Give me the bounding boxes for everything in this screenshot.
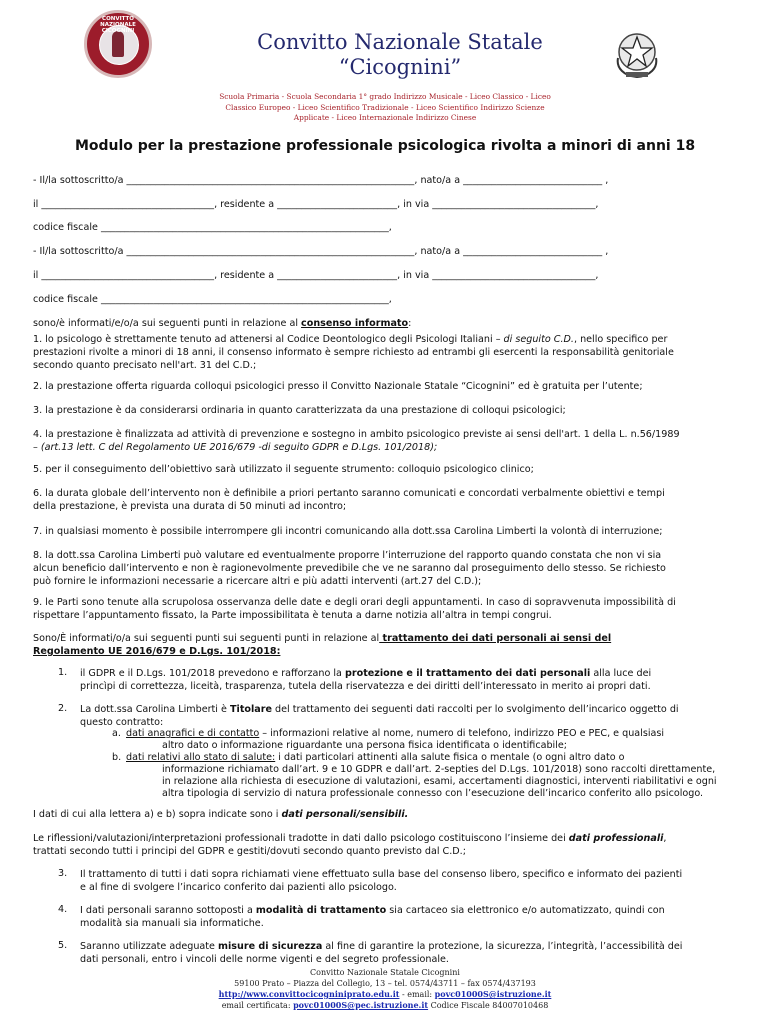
personal-data-note bbox=[33, 808, 739, 821]
footer-website-link[interactable]: http://www.convittocicogniniprato.edu.it bbox=[218, 989, 400, 999]
gdpr-2-bold: Titolare bbox=[229, 704, 272, 715]
item-6-line2: della prestazione, è prevista una durata di 50 minuti ad incontro; bbox=[33, 501, 347, 512]
gdpr-1-post: alla luce dei bbox=[590, 668, 652, 679]
item-1-line2: prestazioni rivolte a minori di 18 anni, il consenso informato è sempre richiesto ad entrambi gli esercenti la responsabilità genitoriale bbox=[33, 347, 674, 358]
gdpr-3-line2: e al fine di svolgere l’incarico conferito dai pazienti allo psicologo. bbox=[80, 882, 397, 893]
sub-b-line2: informazione richiamato dall’art. 9 e 10 GDPR e dall’art. 2-septies del D.Lgs. 101/2018) sono raccolti direttamente, bbox=[162, 764, 716, 775]
page-footer bbox=[150, 967, 620, 1011]
gdpr-number-3: 3. bbox=[58, 868, 68, 879]
field-row-3[interactable]: codice fiscale ____________________________________________________________, bbox=[33, 222, 392, 233]
footer-address: 59100 Prato – Piazza del Collegio, 13 – tel. 0574/43711 – fax 0574/437193 bbox=[234, 979, 536, 988]
gdpr-intro-text: Sono/È informati/o/a sui seguenti punti sui seguenti punti in relazione al bbox=[33, 633, 380, 644]
item-8-line3: può fornire le informazioni necessarie a ricercare altri e più adatti interventi (art.27 del C.D.); bbox=[33, 576, 482, 587]
item-4-line1: 4. la prestazione è finalizzata ad attività di prevenzione e sostegno in ambito psicologico previste ai sensi dell'art. 1 della L. n.56/1989 bbox=[33, 429, 680, 440]
item-8 bbox=[33, 549, 739, 588]
logo-figure bbox=[112, 31, 124, 57]
gdpr-3-line1: Il trattamento di tutti i dati sopra richiamati viene effettuato sulla base del consenso libero, specifico e informato dei pazienti bbox=[80, 869, 683, 880]
item-9 bbox=[33, 596, 739, 622]
sub-b-text: i dati particolari attinenti alla salute fisica o mentale (o ogni altro dato o bbox=[275, 752, 625, 763]
item-1-line3: secondo quanto precisato nell'art. 31 del C.D.; bbox=[33, 360, 257, 371]
professional-data-bold: dati professionali bbox=[568, 833, 664, 844]
item-6-line1: 6. la durata globale dell’intervento non è definibile a priori pertanto saranno comunicati e concordati verbalmente obiettivi e tempi bbox=[33, 488, 665, 499]
field-row-4[interactable]: - Il/la sottoscritto/a ____________________________________________________________, nato/a a _____________________________ , bbox=[33, 246, 609, 257]
gdpr-4-text: I dati personali saranno sottoposti a bbox=[80, 905, 256, 916]
item-3: 3. la prestazione è da considerarsi ordinaria in quanto caratterizzata da una prestazione di colloqui psicologici; bbox=[33, 405, 566, 416]
sub-item-a bbox=[126, 728, 746, 752]
gdpr-number-5: 5. bbox=[58, 940, 68, 951]
school-name-line2: “Cicognini” bbox=[338, 55, 462, 79]
gdpr-number-1: 1. bbox=[58, 667, 68, 678]
consent-intro-text: sono/è informati/e/o/a sui seguenti punti in relazione al bbox=[33, 318, 302, 329]
gdpr-5-bold: misure di sicurezza bbox=[218, 941, 323, 952]
logo-text: CONVITTO NAZIONALE CICOGNINI bbox=[100, 16, 136, 34]
gdpr-5-line2: dati personali, entro i vincoli delle norme vigenti e del segreto professionale. bbox=[80, 954, 449, 965]
item-8-line1: 8. la dott.ssa Carolina Limberti può valutare ed eventualmente proporre l’interruzione del rapporto quando constata che non vi sia bbox=[33, 550, 662, 561]
school-types-line1: Scuola Primaria - Scuola Secondaria 1° grado Indirizzo Musicale - Liceo Classico - Liceo bbox=[219, 92, 551, 101]
item-9-line1: 9. le Parti sono tenute alla scrupolosa osservanza delle date e degli orari degli appuntamenti. In caso di sopravvenuta impossibilità di bbox=[33, 597, 676, 608]
footer-line1: Convitto Nazionale Statale Cicognini bbox=[310, 968, 460, 977]
field-row-5[interactable]: il ____________________________________, residente a _________________________, in via __________________________________, bbox=[33, 270, 599, 281]
item-1 bbox=[33, 333, 739, 372]
sub-b-underlined: dati relativi allo stato di salute: bbox=[126, 752, 276, 763]
school-types bbox=[215, 92, 555, 124]
field-row-1[interactable]: - Il/la sottoscritto/a ____________________________________________________________, nato/a a _____________________________ , bbox=[33, 175, 609, 186]
gdpr-item-4 bbox=[80, 904, 740, 930]
gdpr-intro bbox=[33, 632, 739, 658]
item-4 bbox=[33, 428, 739, 454]
sub-label-a: a. bbox=[112, 728, 121, 739]
gdpr-number-4: 4. bbox=[58, 904, 68, 915]
school-name-line1: Convitto Nazionale Statale bbox=[257, 30, 543, 54]
gdpr-4-line2: modalità sia manuali sia informatiche. bbox=[80, 918, 264, 929]
item-4-line2: – (art.13 lett. C del Regolamento UE 2016/679 -di seguito GDPR e D.Lgs. 101/2018); bbox=[33, 442, 438, 453]
item-6 bbox=[33, 487, 739, 513]
school-logo bbox=[84, 10, 152, 78]
personal-data-note-bold: dati personali/sensibili. bbox=[281, 809, 409, 820]
field-row-2[interactable]: il ____________________________________, residente a _________________________, in via __________________________________, bbox=[33, 199, 599, 210]
sub-b-line4: altra tipologia di servizio di natura professionale connesso con l’esecuzione dell’incarico conferito allo psicologo. bbox=[162, 788, 704, 799]
school-types-line2: Classico Europeo - Liceo Scientifico Tradizionale - Liceo Scientifico Indirizzo Scienze bbox=[225, 102, 545, 112]
gdpr-4-bold: modalità di trattamento bbox=[255, 905, 387, 916]
gdpr-1-line2: princìpi di correttezza, liceità, trasparenza, tutela della riservatezza e dei diritti dell’interessato in merito ai propri dati. bbox=[80, 681, 651, 692]
gdpr-item-2 bbox=[80, 703, 740, 729]
field-row-6[interactable]: codice fiscale ____________________________________________________________, bbox=[33, 294, 392, 305]
gdpr-1-text: il GDPR e il D.Lgs. 101/2018 prevedono e rafforzano la bbox=[80, 668, 345, 679]
sub-item-b bbox=[126, 752, 746, 800]
footer-email-label: - email: bbox=[399, 990, 435, 999]
gdpr-2-line2: questo contratto: bbox=[80, 717, 164, 728]
gdpr-item-5 bbox=[80, 940, 740, 966]
footer-email-link[interactable]: povc01000S@istruzione.it bbox=[434, 989, 552, 999]
sub-label-b: b. bbox=[112, 752, 122, 763]
gdpr-2-text: La dott.ssa Carolina Limberti è bbox=[80, 704, 230, 715]
gdpr-4-post: sia cartaceo sia elettronico e/o automatizzato, quindi con bbox=[386, 905, 665, 916]
gdpr-5-post: al fine di garantire la protezione, la sicurezza, l’integrità, l’accessibilità dei bbox=[322, 941, 683, 952]
consent-intro-bold: consenso informato bbox=[301, 318, 409, 329]
sub-b-line3: in relazione alla richiesta di esecuzione di valutazioni, esami, accertamenti diagnostici, interventi riabilitativi e ogni bbox=[162, 776, 717, 787]
school-types-line3: Applicate - Liceo Internazionale Indirizzo Cinese bbox=[293, 113, 477, 122]
gdpr-item-3 bbox=[80, 868, 740, 894]
gdpr-number-2: 2. bbox=[58, 703, 68, 714]
item-1-text-c: , nello specifico per bbox=[573, 334, 668, 345]
personal-data-note-text: I dati di cui alla lettera a) e b) sopra indicate sono i bbox=[33, 809, 282, 820]
gdpr-item-1 bbox=[80, 667, 740, 693]
item-2: 2. la prestazione offerta riguarda colloqui psicologici presso il Convitto Nazionale Statale “Cicognini” ed è gratuita per l’utente; bbox=[33, 381, 643, 392]
sub-a-line2: altro dato o informazione riguardante una persona fisica identificata o identificabile; bbox=[162, 740, 568, 751]
item-1-italic: di seguito C.D. bbox=[503, 334, 574, 345]
professional-data-comma: , bbox=[663, 833, 667, 844]
gdpr-intro-bold1: trattamento dei dati personali ai sensi del bbox=[379, 633, 612, 644]
gdpr-intro-bold2: Regolamento UE 2016/679 e D.Lgs. 101/2018: bbox=[33, 646, 281, 657]
professional-data-line2: trattati secondo tutti i principi del GDPR e gestiti/dovuti secondo quanto previsto dal C.D.; bbox=[33, 846, 466, 857]
professional-data-note bbox=[33, 832, 739, 858]
consent-intro-colon: : bbox=[408, 318, 412, 329]
footer-pec-label: email certificata: bbox=[221, 1001, 294, 1010]
footer-tax-code: Codice Fiscale 84007010468 bbox=[428, 1001, 549, 1010]
item-9-line2: rispettare l’appuntamento fissato, la Parte impossibilitata è tenuta a darne notizia all’altra in tempi congrui. bbox=[33, 610, 552, 621]
footer-pec-link[interactable]: povc01000S@pec.istruzione.it bbox=[293, 1000, 429, 1010]
gdpr-2-post: del trattamento dei seguenti dati raccolti per lo svolgimento dell’incarico oggetto di bbox=[272, 704, 679, 715]
gdpr-1-bold: protezione e il trattamento dei dati personali bbox=[345, 668, 591, 679]
item-1-text-a: 1. lo psicologo è strettamente tenuto ad attenersi al Codice Deontologico degli Psicologi Italiani – bbox=[33, 334, 504, 345]
item-7: 7. in qualsiasi momento è possibile interrompere gli incontri comunicando alla dott.ssa Carolina Limberti la volontà di interruzione; bbox=[33, 526, 663, 537]
form-title: Modulo per la prestazione professionale psicologica rivolta a minori di anni 18 bbox=[74, 138, 696, 154]
sub-a-text: – informazioni relative al nome, numero di telefono, indirizzo PEO e PEC, e qualsiasi bbox=[259, 728, 665, 739]
item-5: 5. per il conseguimento dell’obiettivo sarà utilizzato il seguente strumento: colloquio psicologico clinico; bbox=[33, 464, 534, 475]
consent-intro bbox=[33, 317, 739, 330]
professional-data-text: Le riflessioni/valutazioni/interpretazioni professionali tradotte in dati dallo psicologo costituiscono l’insieme dei bbox=[33, 833, 569, 844]
sub-a-underlined: dati anagrafici e di contatto bbox=[126, 728, 260, 739]
italian-republic-emblem-icon bbox=[612, 28, 662, 80]
item-8-line2: alcun beneficio dall’intervento e non è ragionevolmente prevedibile che ve ne saranno dal proseguimento dello stesso. Se richiesto bbox=[33, 563, 666, 574]
gdpr-5-text: Saranno utilizzate adeguate bbox=[80, 941, 219, 952]
